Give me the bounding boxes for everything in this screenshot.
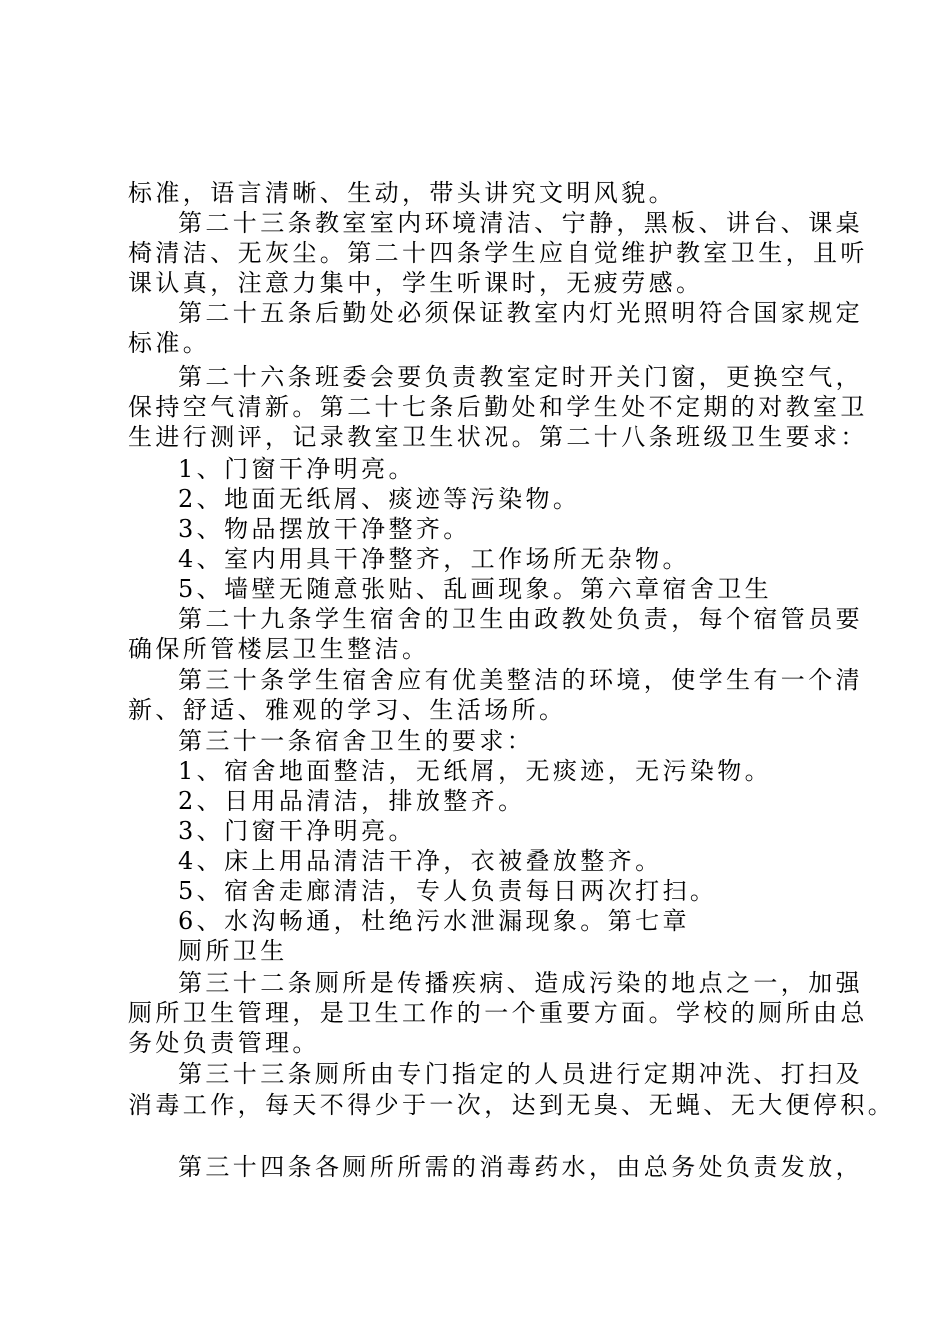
text-line: 确保所管楼层卫生整洁。 <box>128 635 430 663</box>
text-line: 课认真，注意力集中，学生听课时，无疲劳感。 <box>128 269 704 297</box>
text-line: 6、水沟畅通，杜绝污水泄漏现象。第七章 <box>178 907 690 935</box>
text-line: 第三十三条厕所由专门指定的人员进行定期冲洗、打扫及 <box>178 1060 863 1088</box>
text-line: 标准。 <box>128 329 211 357</box>
text-line: 消毒工作，每天不得少于一次，达到无臭、无蝇、无大便停积。 <box>128 1091 896 1119</box>
text-line: 厕所卫生管理，是卫生工作的一个重要方面。学校的厕所由总 <box>128 999 868 1027</box>
text-line: 生进行测评，记录教室卫生状况。第二十八条班级卫生要求： <box>128 423 868 451</box>
text-line: 4、床上用品清洁干净，衣被叠放整齐。 <box>178 847 663 875</box>
text-line: 1、宿舍地面整洁，无纸屑，无痰迹，无污染物。 <box>178 757 773 785</box>
text-line: 厕所卫生 <box>178 937 288 965</box>
text-line: 3、门窗干净明亮。 <box>178 817 416 845</box>
text-line: 2、日用品清洁，排放整齐。 <box>178 787 526 815</box>
text-line: 1、门窗干净明亮。 <box>178 455 416 483</box>
text-line: 椅清洁、无灰尘。第二十四条学生应自觉维护教室卫生，且听 <box>128 239 868 267</box>
text-line: 第二十六条班委会要负责教室定时开关门窗，更换空气， <box>178 363 863 391</box>
text-line: 第三十一条宿舍卫生的要求： <box>178 727 535 755</box>
text-line: 第三十四条各厕所所需的消毒药水，由总务处负责发放， <box>178 1153 863 1181</box>
text-line: 新、舒适、雅观的学习、生活场所。 <box>128 696 567 724</box>
text-line: 保持空气清新。第二十七条后勤处和学生处不定期的对教室卫 <box>128 393 868 421</box>
text-line: 3、物品摆放干净整齐。 <box>178 515 471 543</box>
text-line: 4、室内用具干净整齐，工作场所无杂物。 <box>178 545 690 573</box>
text-line: 第二十三条教室室内环境清洁、宁静，黑板、讲台、课桌 <box>178 209 863 237</box>
text-line: 标准，语言清晰、生动，带头讲究文明风貌。 <box>128 179 676 207</box>
text-line: 第二十九条学生宿舍的卫生由政教处负责，每个宿管员要 <box>178 605 863 633</box>
text-line: 第二十五条后勤处必须保证教室内灯光照明符合国家规定 <box>178 299 863 327</box>
text-line: 5、墙壁无随意张贴、乱画现象。第六章宿舍卫生 <box>178 575 773 603</box>
text-line: 第三十二条厕所是传播疾病、造成污染的地点之一，加强 <box>178 969 863 997</box>
text-line: 务处负责管理。 <box>128 1029 320 1057</box>
text-line: 第三十条学生宿舍应有优美整洁的环境，使学生有一个清 <box>178 666 863 694</box>
text-line: 2、地面无纸屑、痰迹等污染物。 <box>178 485 581 513</box>
text-line: 5、宿舍走廊清洁，专人负责每日两次打扫。 <box>178 877 718 905</box>
